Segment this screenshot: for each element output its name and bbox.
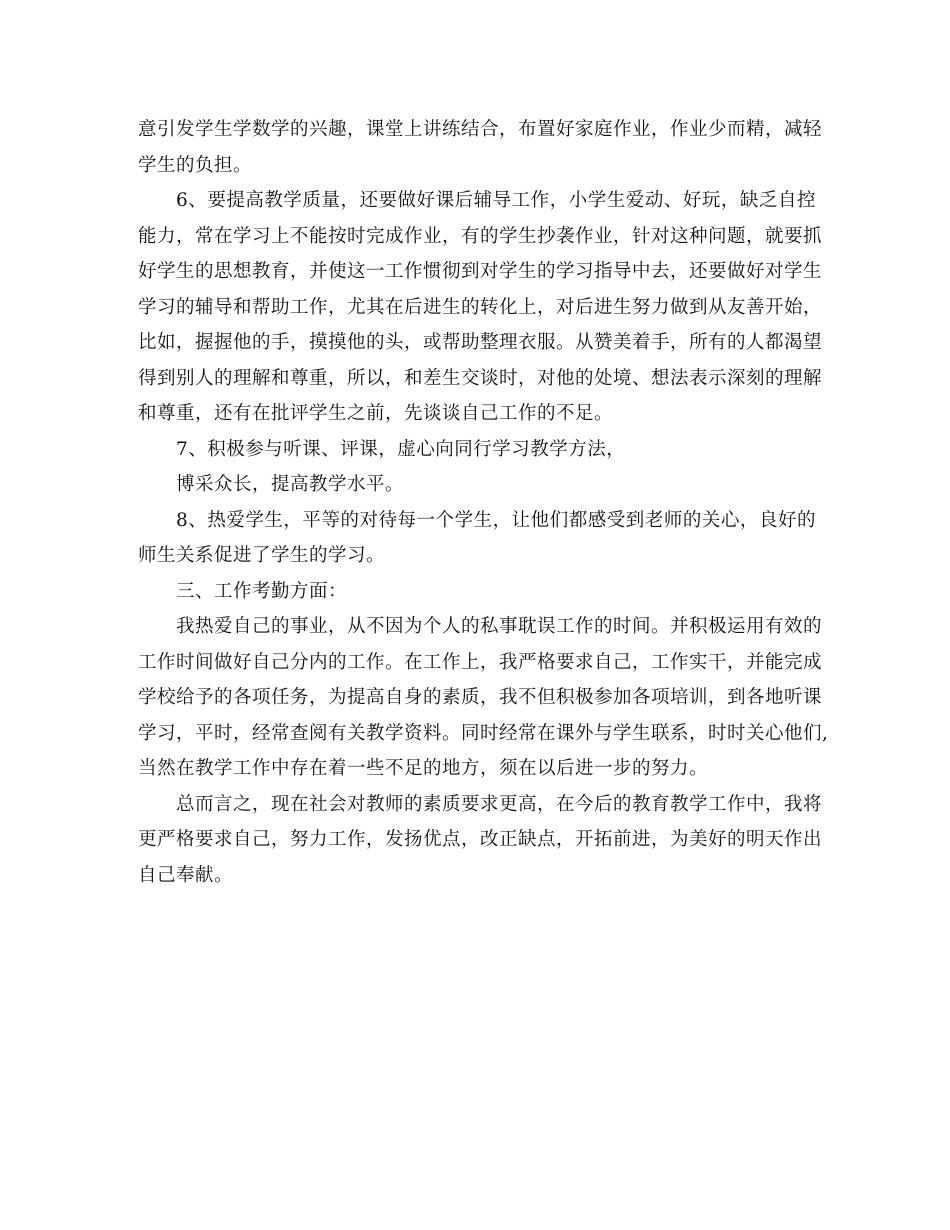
- text-line: 6、要提高教学质量，还要做好课后辅导工作，小学生爱动、好玩，缺乏自控: [176, 190, 816, 211]
- text-line: 当然在教学工作中存在着一些不足的地方，须在以后进一步的努力。: [138, 758, 709, 779]
- text-line: 工作时间做好自己分内的工作。在工作上，我严格要求自己，工作实干，并能完成: [138, 651, 823, 673]
- text-line: 学生的负担。: [138, 154, 253, 176]
- text-line: 和尊重，还有在批评学生之前，先谈谈自己工作的不足。: [138, 403, 614, 424]
- text-line: 7、积极参与听课、评课，虚心向同行学习教学方法，: [176, 438, 626, 460]
- text-line: 学习，平时，经常查阅有关教学资料。同时经常在课外与学生联系，时时关心他们,: [138, 722, 829, 744]
- text-line: 学习的辅导和帮助工作，尤其在后进生的转化上，对后进生努力做到从友善开始，: [138, 296, 823, 318]
- text-line: 博采众长，提高教学水平。: [176, 474, 405, 495]
- text-line: 8、热爱学生，平等的对待每一个学生，让他们都感受到老师的关心，良好的: [176, 509, 816, 531]
- text-line: 总而言之，现在社会对教师的素质要求更高，在今后的教育教学工作中，我将: [176, 793, 823, 815]
- text-line: 自己奉献。: [138, 864, 234, 886]
- section-heading: 三、工作考勤方面：: [176, 580, 348, 602]
- text-line: 师生关系促进了学生的学习。: [138, 545, 386, 566]
- text-line: 能力，常在学习上不能按时完成作业，有的学生抄袭作业，针对这种问题，就要抓: [138, 225, 823, 247]
- document-body: [138, 112, 829, 893]
- text-line: 更严格要求自己，努力工作，发扬优点，改正缺点，开拓前进，为美好的明天作出: [138, 829, 823, 850]
- text-line: 学校给予的各项任务，为提高自身的素质，我不但积极参加各项培训，到各地听课: [138, 687, 823, 708]
- text-line: 得到别人的理解和尊重，所以，和差生交谈时，对他的处境、想法表示深刻的理解: [138, 367, 823, 389]
- text-line: 我热爱自己的事业，从不因为个人的私事耽误工作的时间。并积极运用有效的: [176, 616, 823, 637]
- text-line: 比如，握握他的手，摸摸他的头，或帮助整理衣服。从赞美着手，所有的人都渴望: [138, 332, 823, 353]
- text-line: 好学生的思想教育，并使这一工作惯彻到对学生的学习指导中去，还要做好对学生: [138, 261, 823, 282]
- text-line: 意引发学生学数学的兴趣，课堂上讲练结合，布置好家庭作业，作业少而精，减轻: [138, 119, 823, 140]
